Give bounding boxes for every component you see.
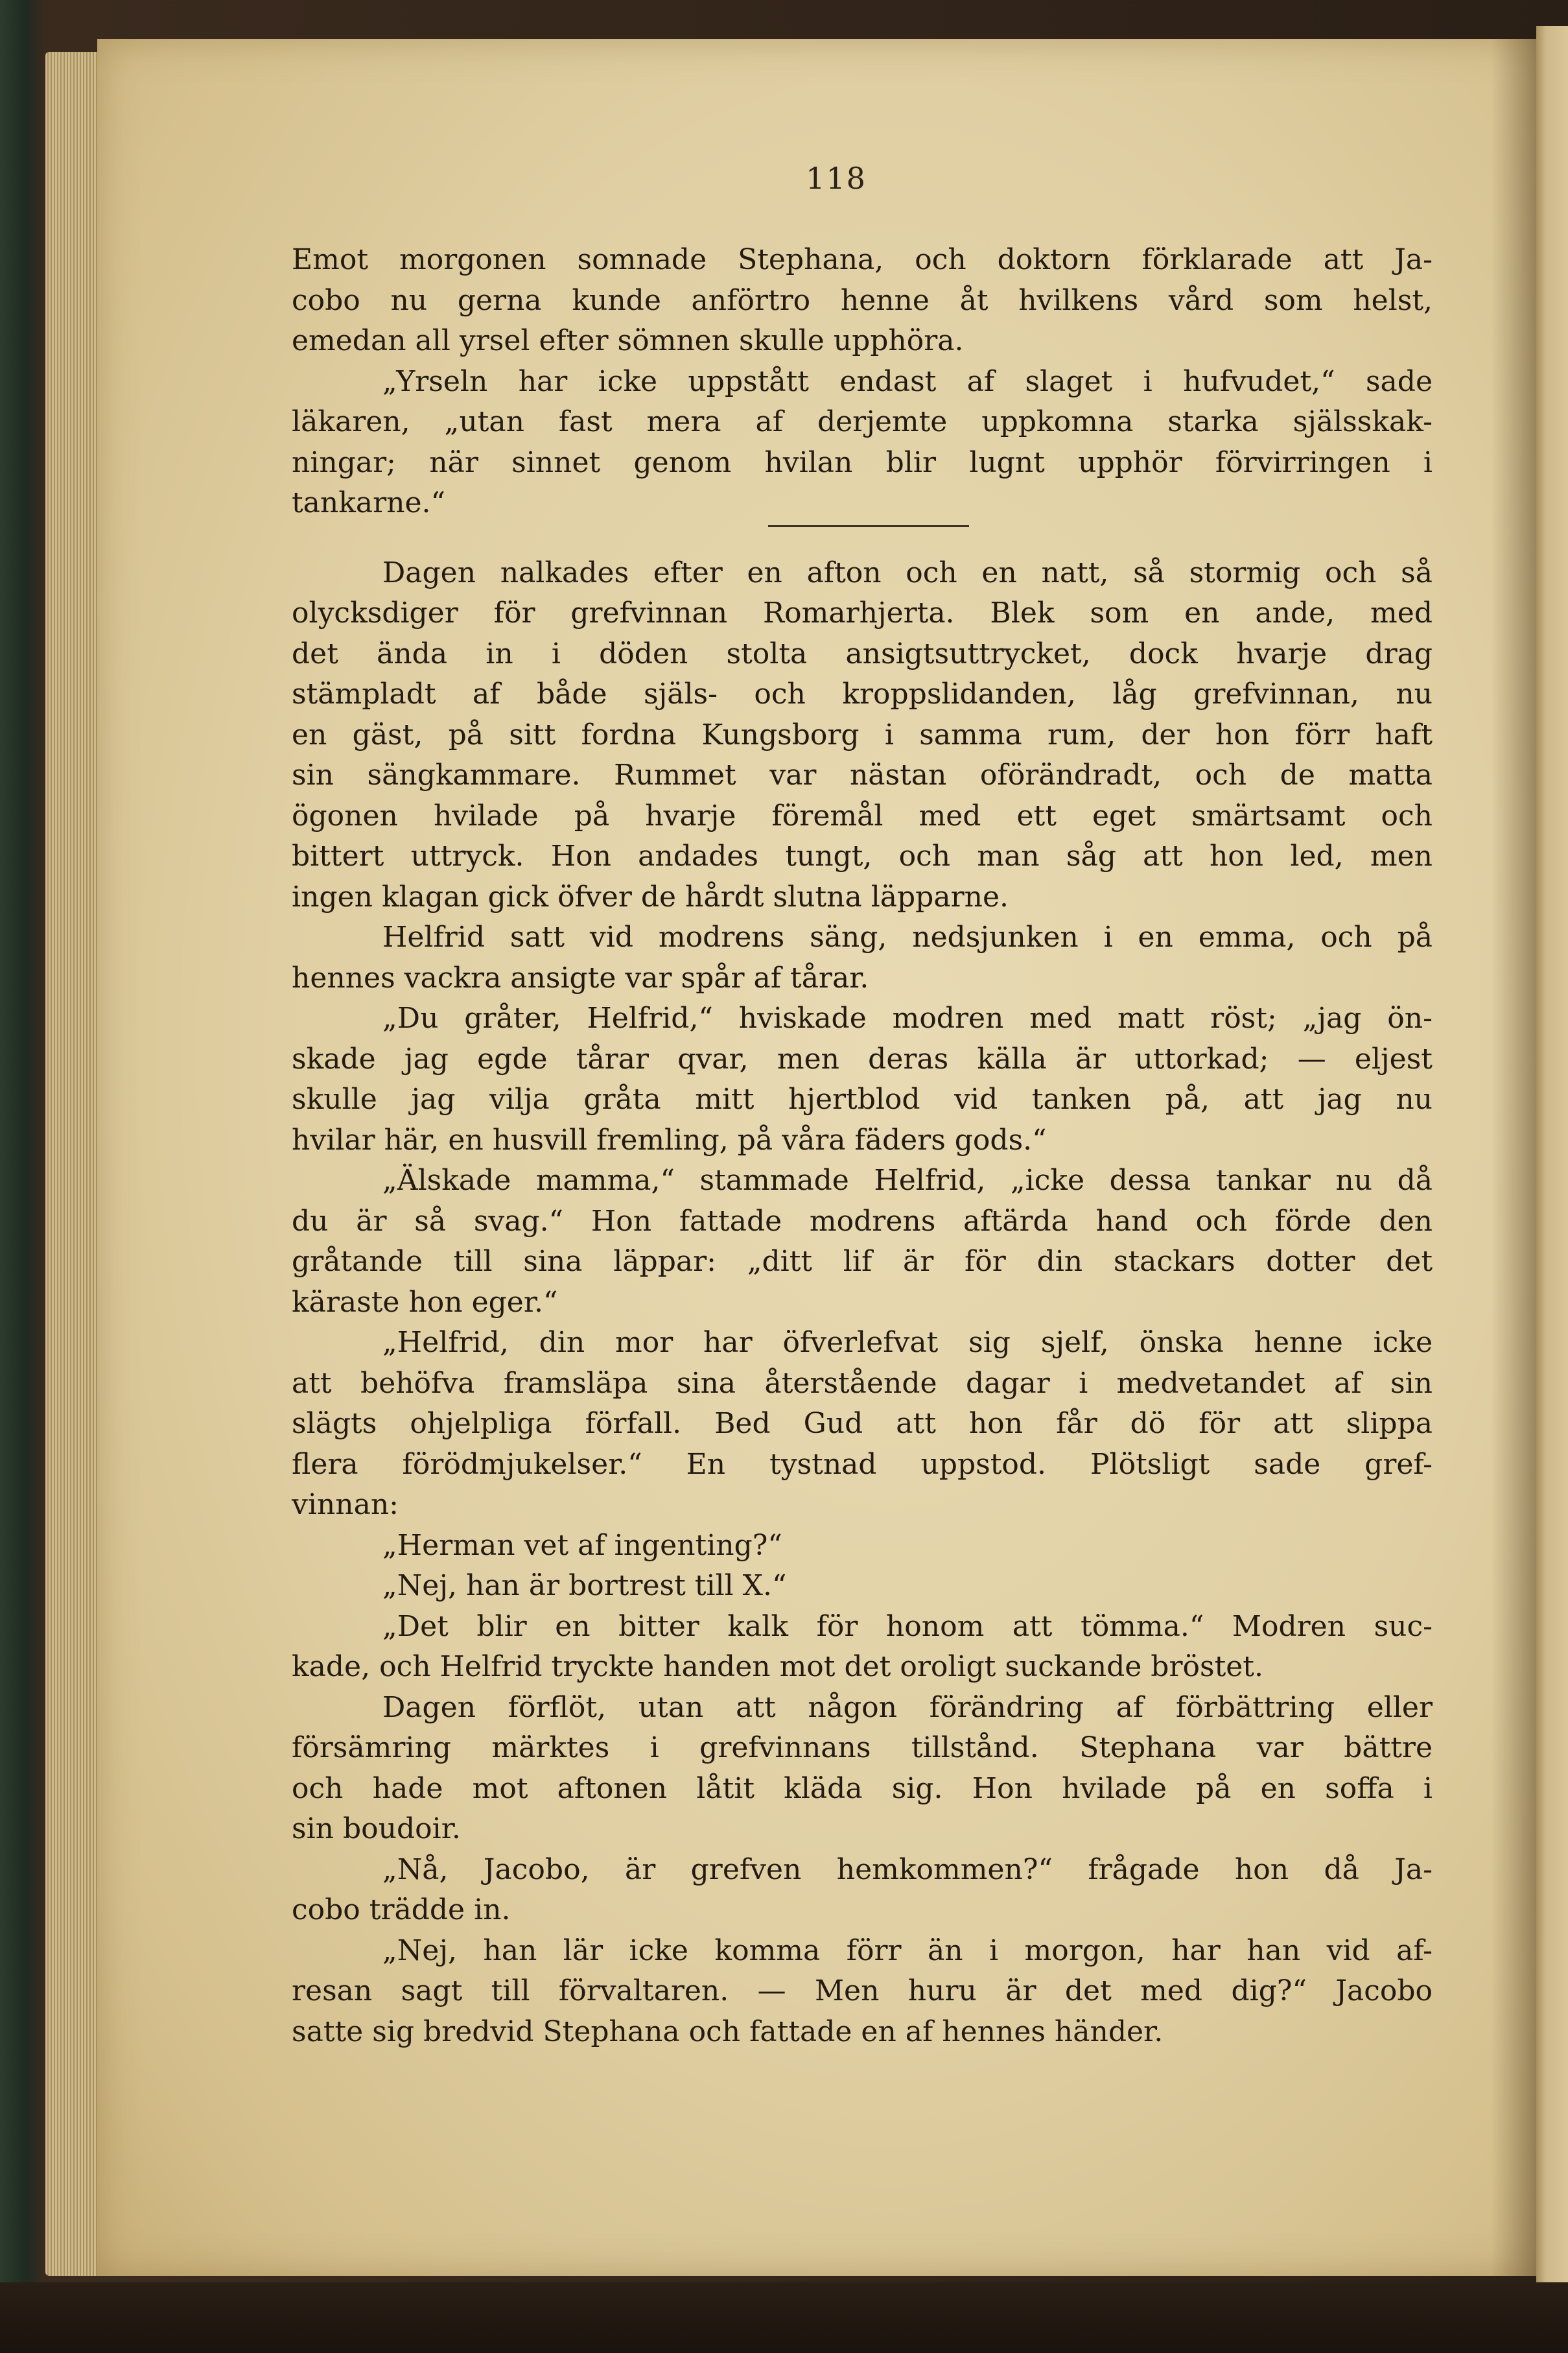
text-line: att behöfva framsläpa sina återstående dagar i medvetandet af sin (292, 1366, 1433, 1400)
text-line: cobo nu gerna kunde anförtro henne åt hvilkens vård som helst, (292, 283, 1433, 317)
paragraph (292, 240, 1433, 362)
text-line: bittert uttryck. Hon andades tungt, och man såg att hon led, men (292, 840, 1433, 873)
text-line: sin boudoir. (292, 1812, 461, 1845)
section-one (292, 240, 1433, 524)
text-line: läkaren, „utan fast mera af derjemte uppkomna starka själsskak- (292, 405, 1433, 438)
section-divider (768, 525, 969, 527)
paragraph (292, 917, 1433, 999)
paragraph (292, 1526, 1433, 1567)
text-line: flera förödmjukelser.“ En tystnad uppstod. Plötsligt sade gref- (292, 1447, 1433, 1481)
text-line: en gäst, på sitt fordna Kungsborg i samma rum, der hon förr haft (292, 718, 1433, 751)
paragraph (292, 1323, 1433, 1526)
page-number: 118 (806, 161, 867, 196)
text-line: skade jag egde tårar qvar, men deras källa är uttorkad; — eljest (292, 1042, 1433, 1076)
book-cover-bottom (0, 2282, 1568, 2353)
paragraph (292, 1688, 1433, 1850)
text-line: „Helfrid, din mor har öfverlefvat sig sjelf, önska henne icke (382, 1326, 1433, 1359)
text-line: stämpladt af både själs- och kroppslidanden, låg grefvinnan, nu (292, 678, 1433, 711)
text-line: Helfrid satt vid modrens säng, nedsjunken i en emma, och på (382, 921, 1433, 954)
paragraph (292, 553, 1433, 918)
text-line: slägts ohjelpliga förfall. Bed Gud att hon får dö för att slippa (292, 1407, 1433, 1440)
text-line: hvilar här, en husvill fremling, på våra fäders gods.“ (292, 1123, 1047, 1157)
text-line: ingen klagan gick öfver de hårdt slutna läpparne. (292, 880, 1009, 914)
text-line: tankarne.“ (292, 486, 446, 519)
text-line: „Nej, han är bortrest till X.“ (382, 1569, 787, 1602)
text-line: emedan all yrsel efter sömnen skulle upphöra. (292, 324, 964, 357)
paragraph (292, 1161, 1433, 1323)
text-line: vinnan: (292, 1488, 399, 1521)
text-line: skulle jag vilja gråta mitt hjertblod vid tanken på, att jag nu (292, 1083, 1433, 1116)
text-line: ningar; när sinnet genom hvilan blir lugnt upphör förvirringen i (292, 445, 1433, 479)
text-line: „Du gråter, Helfrid,“ hviskade modren med matt röst; „jag ön- (382, 1002, 1433, 1035)
text-line: Dagen nalkades efter en afton och en natt, så stormig och så (382, 556, 1433, 589)
text-line: „Älskade mamma,“ stammade Helfrid, „icke dessa tankar nu då (382, 1164, 1433, 1197)
paragraph (292, 1566, 1433, 1607)
text-line: ögonen hvilade på hvarje föremål med ett eget smärtsamt och (292, 799, 1433, 833)
paragraph (292, 999, 1433, 1161)
paragraph (292, 362, 1433, 524)
text-line: gråtande till sina läppar: „ditt lif är för din stackars dotter det (292, 1245, 1433, 1278)
spine-shadow (1491, 39, 1536, 2276)
text-line: käraste hon eger.“ (292, 1285, 558, 1319)
text-line: du är så svag.“ Hon fattade modrens aftärda hand och förde den (292, 1204, 1433, 1238)
text-line: försämring märktes i grefvinnans tillstånd. Stephana var bättre (292, 1731, 1433, 1764)
text-line: „Herman vet af ingenting?“ (382, 1528, 782, 1562)
text-line: olycksdiger för grefvinnan Romarhjerta. Blek som en ande, med (292, 597, 1433, 630)
text-line: „Nå, Jacobo, är grefven hemkommen?“ frågade hon då Ja- (382, 1852, 1433, 1886)
text-line: satte sig bredvid Stephana och fattade en af hennes händer. (292, 2015, 1164, 2048)
text-line: „Nej, han lär icke komma förr än i morgon, har han vid af- (382, 1933, 1433, 1967)
text-line: kade, och Helfrid tryckte handen mot det oroligt suckande bröstet. (292, 1650, 1263, 1683)
text-line: sin sängkammare. Rummet var nästan oförändradt, och de matta (292, 759, 1433, 792)
section-two (292, 553, 1433, 2053)
text-line: och hade mot aftonen låtit kläda sig. Hon hvilade på en soffa i (292, 1771, 1433, 1805)
text-line: „Det blir en bitter kalk för honom att tömma.“ Modren suc- (382, 1609, 1433, 1643)
paragraph (292, 1931, 1433, 2053)
paragraph (292, 1607, 1433, 1688)
text-line: resan sagt till förvaltaren. — Men huru är det med dig?“ Jacobo (292, 1974, 1433, 2007)
text-line: cobo trädde in. (292, 1893, 511, 1926)
paragraph (292, 1850, 1433, 1931)
page-text (292, 240, 1433, 2052)
text-line: „Yrseln har icke uppstått endast af slaget i hufvudet,“ sade (382, 364, 1433, 398)
text-line: Emot morgonen somnade Stephana, och doktorn förklarade att Ja- (292, 243, 1433, 276)
next-page-edge (1536, 26, 1568, 2282)
text-line: Dagen förflöt, utan att någon förändring af förbättring eller (382, 1690, 1433, 1724)
text-line: det ända in i döden stolta ansigtsuttrycket, dock hvarje drag (292, 637, 1433, 670)
text-line: hennes vackra ansigte var spår af tårar. (292, 961, 869, 995)
